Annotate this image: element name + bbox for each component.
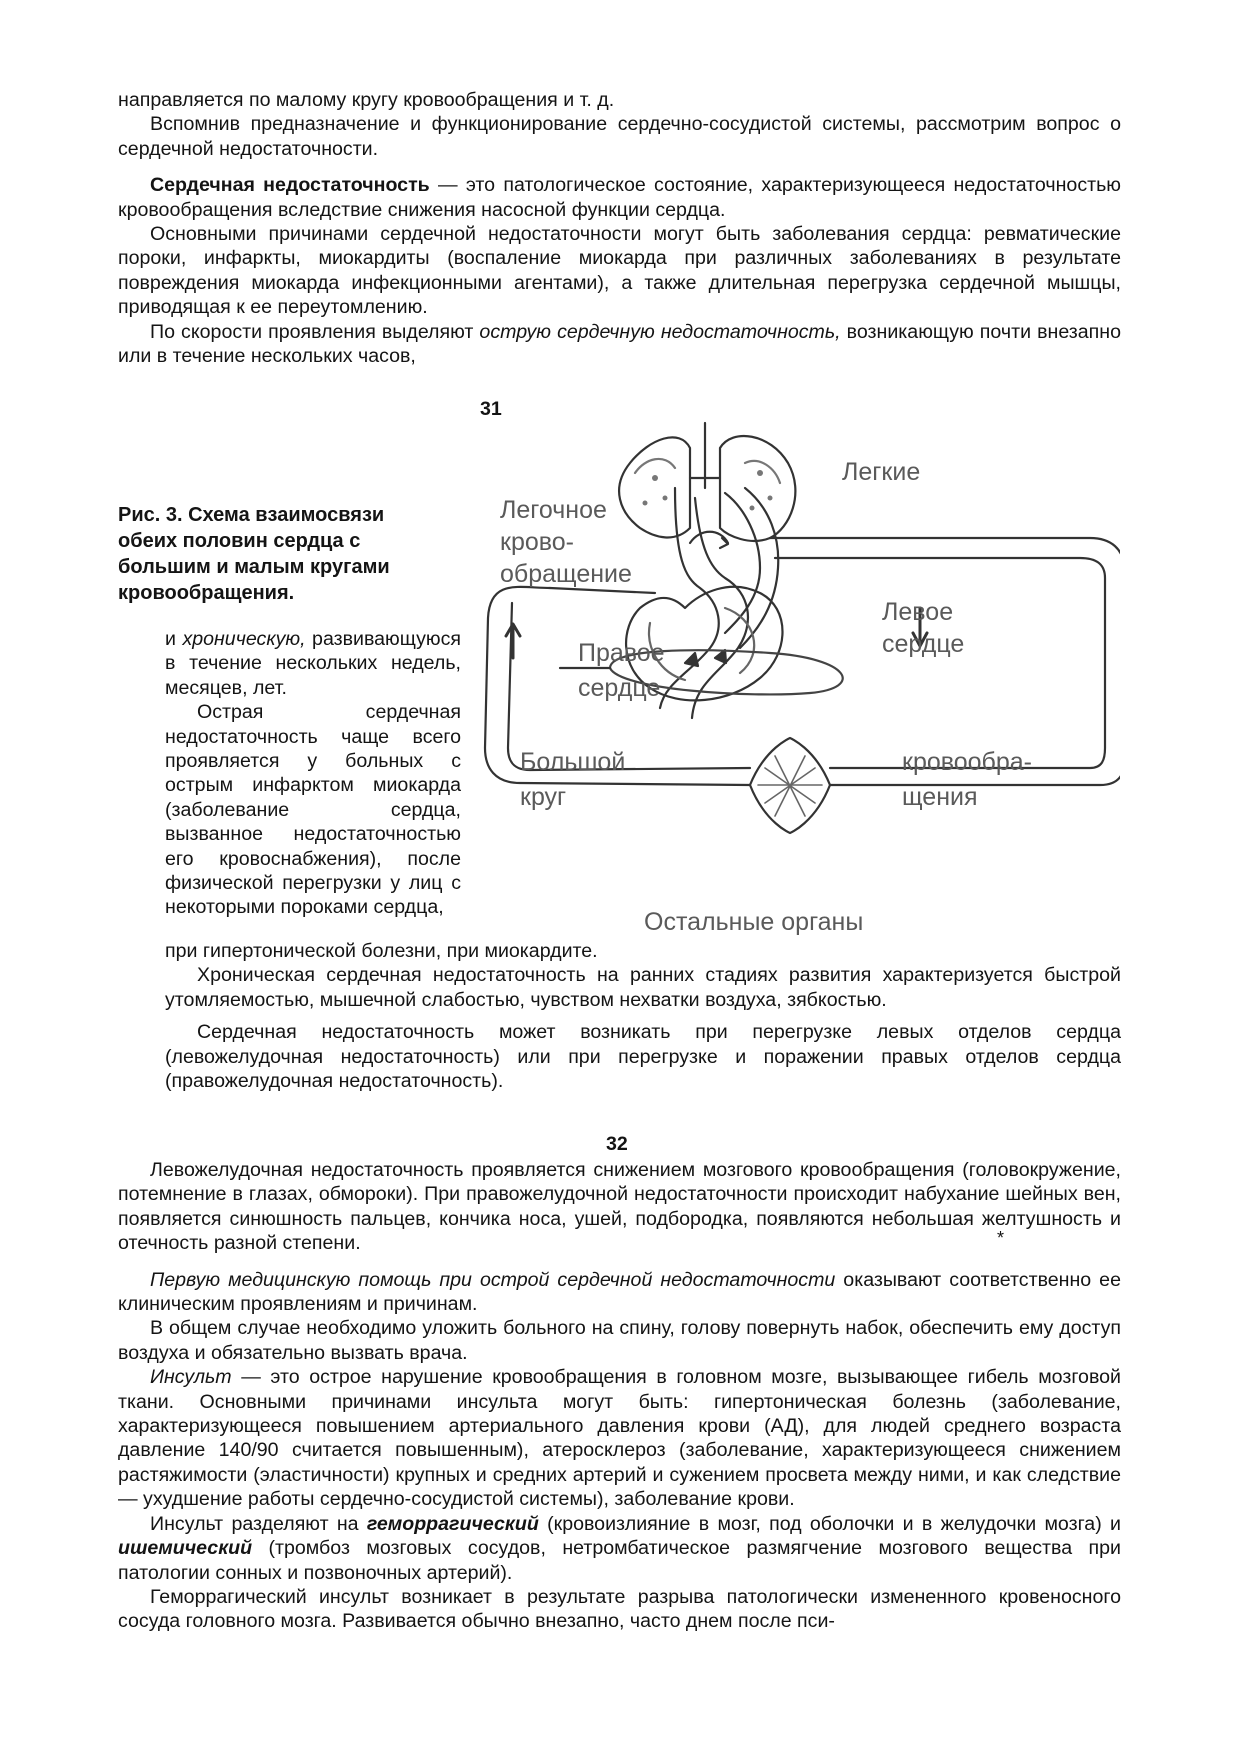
narrow-text-block <box>165 627 461 920</box>
circulation-diagram <box>470 418 1120 943</box>
chronic-text-a: и <box>165 628 183 650</box>
first-aid-text: оказывают соответственно ее клиническим проявлениям и причинам. <box>118 1268 1121 1316</box>
paragraph-recall: Вспомнив предназначение и функционирование сердечно-сосудистой системы, рассмотрим вопрос о сердечной недостаточности. <box>118 113 1121 160</box>
paragraph-speed <box>118 320 1121 369</box>
label-left-heart-1: Левое <box>882 598 954 626</box>
stroke-types-b: (кровоизлияние в мозг, под оболочки и в желудочки мозга) и <box>538 1512 1121 1535</box>
paragraph-stroke <box>118 1365 1121 1511</box>
label-systemic-1: Большой <box>520 748 626 776</box>
label-right-heart-1: Правое <box>578 639 665 667</box>
label-right-heart-2: сердце <box>578 674 661 702</box>
after-figure-block <box>165 939 1121 1093</box>
label-left-heart-2: сердце <box>882 630 965 658</box>
paragraph-stroke-types <box>118 1512 1121 1585</box>
paragraph-causes: Основными причинами сердечной недостаточности могут быть заболевания сердца: ревматические пороки, инфаркты, миокардиты (воспаление миокарда при различных заболеваниях в результате повреждения миокарда инфекционными агентами), а также длительная перегрузка сердечной мышцы, приводящая к ее переутомлению. <box>118 223 1121 319</box>
bottom-text-block <box>118 1158 1121 1634</box>
term-heart-failure: Сердечная недостаточность <box>150 174 430 197</box>
label-lungs: Легкие <box>842 458 921 486</box>
up-arrow <box>506 624 520 658</box>
paragraph-hemorrhagic: Геморрагический инсульт возникает в результате разрыва патологически измененного кровеносного сосуда головного мозга. Развивается обычно внезапно, часто днем после пси- <box>118 1585 1121 1633</box>
asterisk-mark: * <box>997 1228 1005 1248</box>
definition-text: — это патологическое состояние, характеризующееся недостаточностью кровообращения вследствие снижения насосной функции сердца. <box>118 174 1121 221</box>
paragraph-general-case: В общем случае необходимо уложить больного на спину, голову повернуть набок, обеспечить ему доступ воздуха и обязательно вызвать врача. <box>118 1317 1121 1364</box>
page-number-31: 31 <box>480 398 502 420</box>
paragraph-left-right-failure: Сердечная недостаточность может возникать при перегрузке левых отделов сердца (левожелудочная недостаточность) или при перегрузке и поражении правых отделов сердца (правожелудочная недостаточность). <box>165 1021 1121 1093</box>
speed-text-a: По скорости проявления выделяют <box>150 320 480 343</box>
left-lung-shape <box>619 437 690 537</box>
right-lung-shape <box>720 436 795 541</box>
paragraph-chronic-symptoms: Хроническая сердечная недостаточность на ранних стадиях развития характеризуется быстрой утомляемостью, мышечной слабостью, чувством нехватки воздуха, зябкостью. <box>165 964 1121 1011</box>
label-pulmonary-1: Легочное <box>500 496 607 524</box>
label-circulation-2: щения <box>902 783 978 811</box>
top-text-block <box>118 88 1121 368</box>
label-systemic-2: круг <box>520 783 567 811</box>
term-stroke: Инсульт <box>150 1366 232 1389</box>
first-aid-italic: Первую медицинскую помощь при острой сердечной недостаточности <box>150 1268 836 1291</box>
chronic-text-b: развивающуюся в течение нескольких недель, месяцев, лет. <box>165 628 461 699</box>
page-number-32: 32 <box>606 1133 628 1155</box>
paragraph-acute-end: при гипертонической болезни, при миокардите. <box>165 940 598 962</box>
label-pulmonary-3: обращение <box>500 560 632 588</box>
speed-text-b: возникающую почти внезапно или в течение нескольких часов, <box>118 320 1121 368</box>
label-organs: Остальные органы <box>644 908 864 936</box>
stroke-text: — это острое нарушение кровообращения в головном мозге, вызывающее гибель мозговой ткани. Основными причинами инсульта могут быть: гипертоническая болезнь (заболевание, характеризующееся повышением артериального давления крови (АД), для людей среднего возраста давление 140/90 считается повышенным), атеросклероз (заболевание, характеризующееся снижением растяжимости (эластичности) крупных и средних артерий и сужением просвета между ними, и как следствие — ухудшение работы сердечно-сосудистой системы), заболевание крови. <box>118 1366 1121 1511</box>
label-pulmonary-2: крово- <box>500 528 574 556</box>
label-circulation-1: кровообра- <box>902 748 1033 776</box>
term-chronic: хроническую, <box>182 628 306 650</box>
figure-caption: Рис. 3. Схема взаимосвязи обеих половин сердца с большим и малым кругами кровообращения. <box>118 504 390 604</box>
paragraph-definition <box>118 173 1121 222</box>
term-ischemic: ишемический <box>118 1537 253 1560</box>
paragraph-first-aid <box>118 1268 1121 1317</box>
paragraph-left-ventricular: Левожелудочная недостаточность проявляется снижением мозгового кровообращения (головокружение, потемнение в глазах, обмороки). При правожелудочной недостаточности происходит набухание шейных вен, появляется синюшность пальцев, кончика носа, ушей, подбородка, появляются небольшая желтушность и отечность разной степени. <box>118 1159 1121 1255</box>
paragraph-acute-causes: Острая сердечная недостаточность чаще всего проявляется у больных с острым инфарктом миокарда (заболевание сердца, вызванное недостаточностью его кровоснабжения), после физической перегрузки у лиц с некоторыми пороками сердца, <box>165 701 461 919</box>
paragraph-continuation: направляется по малому кругу кровообращения и т. д. <box>118 89 615 111</box>
stroke-types-c: (тромбоз мозговых сосудов, нетромбатическое размягчение мозгового вещества при патологии сонных и позвоночных артерий). <box>118 1537 1121 1584</box>
term-acute-heart-failure: острую сердечную недостаточность, <box>479 320 841 343</box>
paragraph-chronic <box>165 627 461 700</box>
term-hemorrhagic: геморрагический <box>366 1512 539 1535</box>
stroke-types-a: Инсульт разделяют на <box>150 1512 367 1535</box>
